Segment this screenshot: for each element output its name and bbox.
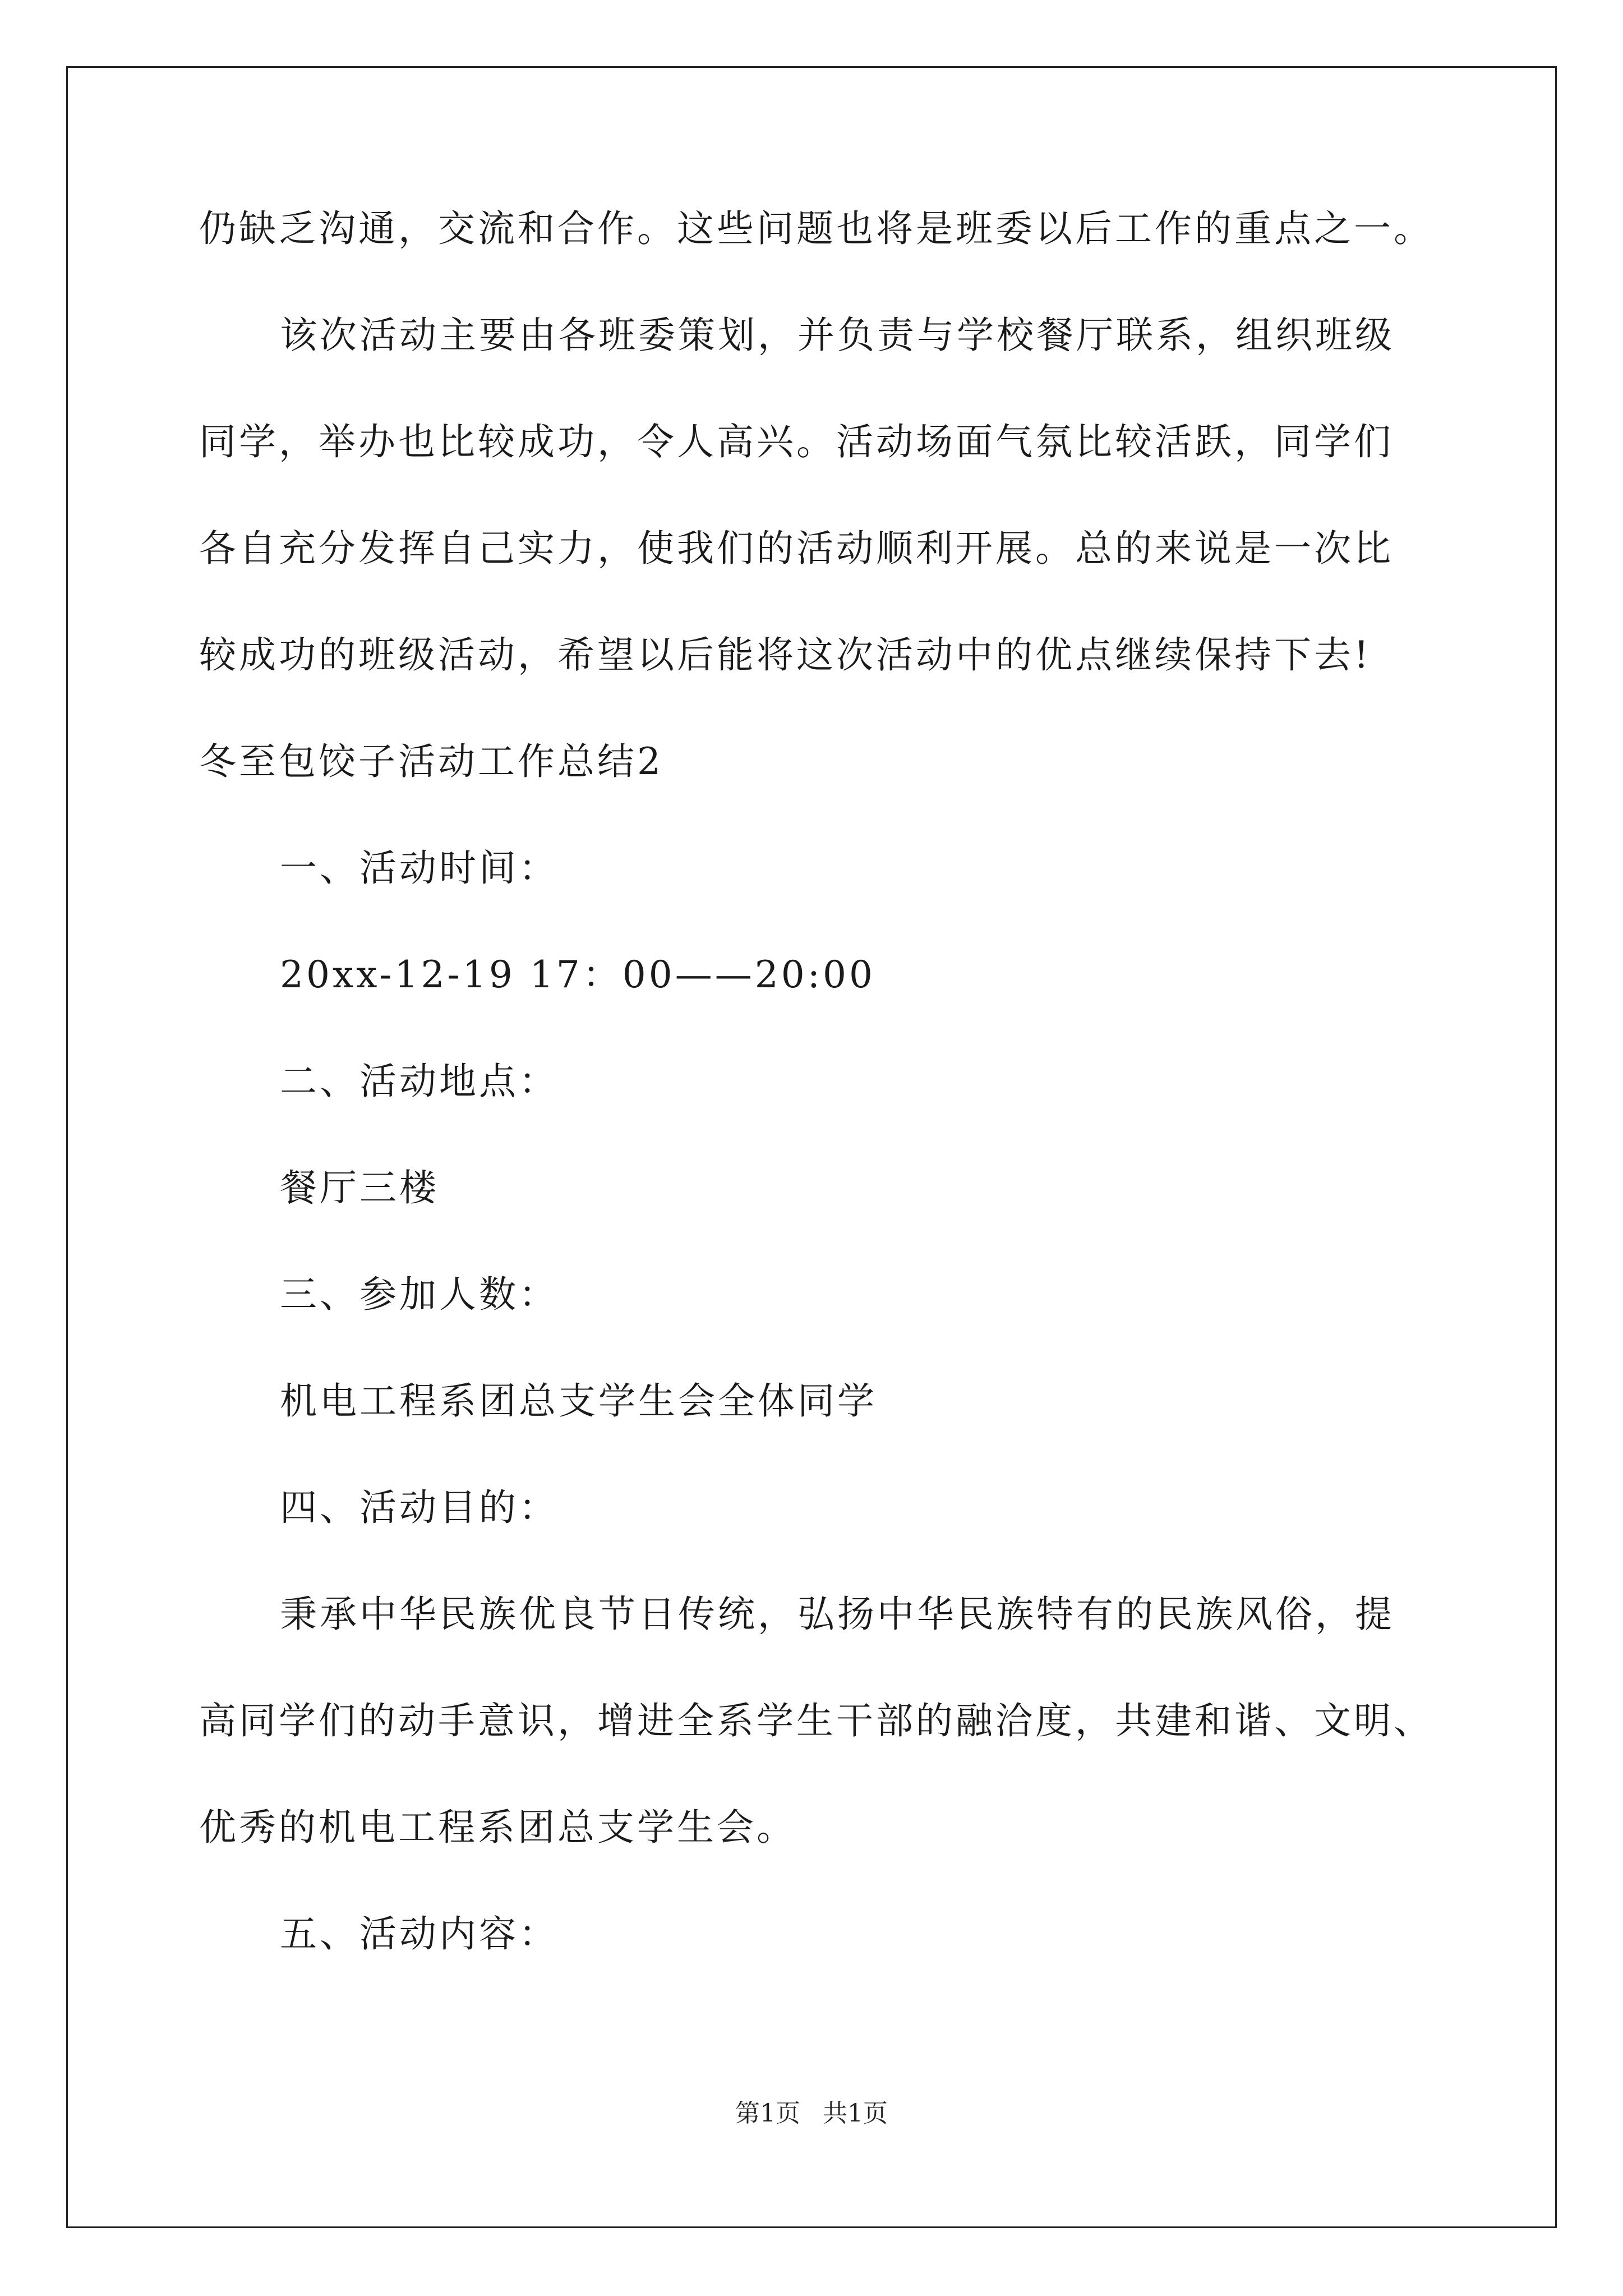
participants: 机电工程系团总支学生会全体同学 xyxy=(280,1379,877,1423)
page-number-current: 第1页 xyxy=(735,2099,800,2128)
section-heading: 五、活动内容： xyxy=(280,1912,559,1955)
paragraph-line: 该次活动主要由各班委策划，并负责与学校餐厅联系，组织班级 xyxy=(280,314,1395,357)
section-heading: 一、活动时间： xyxy=(280,846,559,890)
page-number-total: 共1页 xyxy=(823,2099,888,2128)
section-title: 冬至包饺子活动工作总结2 xyxy=(199,740,663,783)
paragraph-line: 较成功的班级活动，希望以后能将这次活动中的优点继续保持下去! xyxy=(199,633,1372,677)
page-border xyxy=(66,66,1557,2228)
section-heading: 二、活动地点： xyxy=(280,1060,559,1103)
paragraph-line: 高同学们的动手意识，增进全系学生干部的融洽度，共建和谐、文明、 xyxy=(199,1699,1433,1742)
paragraph-line: 优秀的机电工程系团总支学生会。 xyxy=(199,1806,796,1849)
page-footer xyxy=(0,2097,1623,2131)
paragraph-line: 仍缺乏沟通，交流和合作。这些问题也将是班委以后工作的重点之一。 xyxy=(199,207,1433,250)
activity-location: 餐厅三楼 xyxy=(280,1166,439,1209)
paragraph-line: 同学，举办也比较成功，令人高兴。活动场面气氛比较活跃，同学们 xyxy=(199,420,1394,463)
section-heading: 四、活动目的： xyxy=(280,1486,559,1529)
paragraph-line: 各自充分发挥自己实力，使我们的活动顺利开展。总的来说是一次比 xyxy=(199,527,1394,570)
activity-time: 20xx-12-19 17：00——20:00 xyxy=(280,953,875,996)
paragraph-line: 秉承中华民族优良节日传统，弘扬中华民族特有的民族风俗，提 xyxy=(280,1593,1395,1636)
section-heading: 三、参加人数： xyxy=(280,1273,559,1316)
